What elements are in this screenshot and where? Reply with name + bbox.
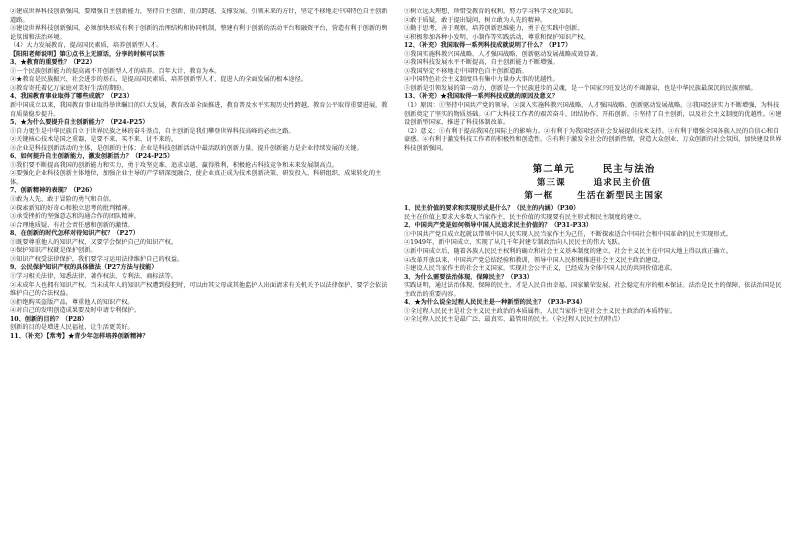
answer-text: ③拒绝购买盗版产品，尊重他人的知识产权。 — [10, 298, 134, 306]
answer-text: ②1949年，新中国成立，实现了从几千年封建专制政治向人民民主的伟大飞跃。 — [404, 239, 624, 247]
answer-text: 民主在价值上要求大多数人当家作主，民主价值的实现要有民主形式和民主制度的建立。 — [404, 213, 646, 221]
question-heading: 5、★为什么要提升自主创新能力？（P24-P25） — [10, 119, 149, 127]
section-title — [404, 190, 784, 202]
lesson-title — [404, 177, 784, 189]
question-heading: 3、★教育的重要性？（P22） — [10, 59, 96, 67]
answer-text: （4）大力发展教育，提高国民素质，培养创新型人才。 — [10, 42, 163, 50]
answer-text: ③承受挫折的坚强意志和沟通合作的团队精神。 — [10, 213, 140, 221]
question-heading: 【阳阳老师说明】第①点书上无原话，分享的时候可以答 — [10, 50, 165, 58]
question-heading: 3、为什么需要法治体现、保障民主？（P33） — [404, 273, 533, 281]
lesson-name: 追求民主价值 — [593, 178, 652, 189]
answer-text: ①敢为人先、敢于冒险的勇气和自信。 — [10, 196, 116, 204]
answer-text: ②未成年人也拥有知识产权。当未成年人的知识产权遭到侵犯时，可以由其父母或其他监护人出面请求有关机关予以法律保护，要学会依法维护自己的合法权益。 — [10, 281, 388, 298]
answer-text: ①树立远大理想，珍惜受教育的权利，努力学习科学文化知识。 — [404, 8, 578, 15]
answer-text: ③企业是科技创新活动的主体，是创新的主体；企业是科技创新活动中最活跃的创新力量。提升创新能力是企业持续发展的关键。 — [10, 144, 363, 152]
question-heading: 13、（补充）★我国取得一系列科技成就的原因及意义？ — [404, 93, 559, 101]
answer-text: ②探索新知的好奇心和独立思考的批判精神。 — [10, 204, 134, 212]
answer-text: （1）原因：①坚持中国共产党的领导。②深入实施科教兴国战略、人才强国战略、创新驱动发展战略。③我国经济实力不断增强，为科技创新奠定了坚实的物质基础。④广大科技工作者的艰苦奋斗、团结协作、开拓创新。⑤坚持了自主创新，以及社会主义制度的优越性。⑥建设创新型国家，推进了科技体制改革。 — [404, 102, 782, 127]
question-heading: 1、民主价值的要求和实现形式是什么？（民主的内涵）（P30） — [404, 205, 580, 213]
answer-text: ①我国实施科教兴国战略、人才强国战略、创新驱动发展战略成效显著。 — [404, 50, 602, 58]
answer-text: ④中国特色社会主义制度具有集中力量办大事的优越性。 — [404, 76, 559, 84]
answer-text: ①学习相关法律，知悉法律、著作权法、专利法、商标法等。 — [10, 272, 178, 280]
right-bottom-section — [404, 205, 784, 325]
answer-text: ①一个民族创新能力的提高离不开创新型人才的培养。百年大计，教育为本。 — [10, 67, 221, 75]
question-heading: 10、创新的目的？（P28） — [10, 315, 88, 323]
answer-text: 创新的目的是增进人民福祉，让生活更美好。 — [10, 324, 134, 332]
answer-text: （2）意义：①有利于提高我国在国际上的影响力。②有利于为我国经济社会发展提供技术支持。③有利于增强全国各族人民的自信心和自豪感。④有利于激发科技工作者的积极性和创造性。⑤有利于激发全社会的创新热情，营造大众创业、万众创新的社会氛围，加快建设世界科技创新强国。 — [404, 127, 782, 152]
answer-text: ③教育寄托着亿万家庭对美好生活的期盼。 — [10, 84, 128, 92]
answer-text: ④改革开放以来，中国共产党总结经验和教训，领导中国人民积极推进社会主义民主政治建设。 — [404, 256, 664, 264]
answer-text: ③新中国成立后，随着各族人民民主权利的确立和社会主义基本制度的建立，社会主义民主在中国大地上得以真正确立。 — [404, 248, 732, 256]
answer-text: ②关键核心技术是国之重器，是要不来、买不来、讨不来的。 — [10, 136, 178, 144]
question-heading: 8、在创新的时代怎样对待知识产权？（P27） — [10, 230, 139, 238]
question-heading: 9、公民保护知识产权的具体做法（P27方法与技能） — [10, 264, 158, 272]
answer-text: ①我们要不断提高我国的创新能力和实力，勇于攻坚克难、追求卓越、赢得胜利，积极抢占科技竞争和未来发展制高点。 — [10, 161, 338, 169]
answer-text: ②我国科技发展水平不断提高，自主创新能力不断增强。 — [404, 59, 559, 67]
question-heading: 2、中国共产党是如何领导中国人民追求民主价值的？（P31-P33） — [404, 222, 593, 230]
question-heading: 6、如何提升自主创新能力，激发创新活力？（P24-P25） — [10, 153, 174, 161]
answer-text: ②全过程人民民主是最广泛、最真实、最管用的民主。（全过程人民民主的特点） — [404, 316, 624, 324]
answer-text: ①自力更生是中华民族自立于世界民族之林的奋斗基点，自主创新是我们攀登世界科技高峰的必由之路。 — [10, 127, 295, 135]
question-heading: 7、创新精神的表现？（P26） — [10, 187, 96, 195]
unit-name: 民主与法治 — [602, 164, 656, 176]
answer-text: ①全过程人民民主是社会主义民主政治的本质属性，人民当家作主是社会主义民主政治的本质特征。 — [404, 307, 677, 315]
answer-text: 新中国成立以来，我国教育事业取得举世瞩目的巨大发展，教育改革全面推进，教育普及水平实现历史性跨越，教育公平取得重要进展，教育质量稳步提升。 — [10, 102, 388, 118]
answer-text: ④对自己的发明创造成果要及时申请专利保护。 — [10, 307, 140, 315]
answer-text: ②★教育是民族振兴、社会进步的基石，是提高国民素质、培养创新型人才、促进人的全面发展的根本途径。 — [10, 76, 307, 84]
question-heading: 12、（补充）我国取得一系列科技成就说明了什么？（P17） — [404, 42, 572, 50]
answer-text: ④合理地质疑、有社会责任感和创新的激情。 — [10, 221, 134, 229]
question-heading: 11、（补充）【常考】★青少年怎样培养创新精神？ — [10, 332, 149, 340]
answer-text: ②保护知识产权就是保护创新。 — [10, 247, 97, 255]
answer-text: ④积极参加各种小发明、小制作等实践活动，尊重和保护知识产权。 — [404, 33, 590, 41]
right-top-section — [404, 8, 784, 153]
answer-text: ①中国共产党自成立起就以带领中国人民实现人民当家作主为己任，不断探索适合中国社会和中国革命的民主实现形式。 — [404, 230, 732, 238]
answer-text: ③建设世界科技创新强国，必须加快形成有利于创新的治理结构和协同机制，整建有利于创新的活动平台和融资平台，营造有利于创新的舆论氛围和法治环境。 — [10, 25, 388, 41]
answer-text: 实践证明，通过法治体现、保障的民主，才是人民自由幸福、国家繁荣发展、社会稳定有序的根本保证。法治是民主的保障，依法治国是民主政治的重要内容。 — [404, 282, 782, 298]
answer-text: ①既要尊重他人的知识产权，又要学会保护自己的知识产权。 — [10, 238, 178, 246]
answer-text: ②建成世界科技创新强国，要增强自主创新能力，坚持自主创新、重点跨越、支撑发展、引领未来的方针，坚定不移地走中国特色自主创新道路。 — [10, 8, 388, 24]
answer-text: ⑤创新是引领发展的第一动力，创新是一个民族进步的灵魂，是一个国家兴旺发达的不竭源泉，也是中华民族最深沉的民族禀赋。 — [404, 84, 757, 92]
left-column — [10, 8, 390, 544]
question-heading: 4、★为什么说全过程人民民主是一种新型的民主？（P33-P34） — [404, 299, 586, 307]
answer-text: ②敢于质疑，敢于提出疑问，树立敢为人先的精神。 — [404, 16, 547, 24]
answer-text: ③勤于思考，善于观察，培养创新思维能力，勇于在实践中创新。 — [404, 25, 584, 33]
right-column — [404, 8, 784, 544]
question-heading: 4、我国教育事业取得了哪些成就？（P23） — [10, 93, 133, 101]
unit-title — [404, 163, 784, 176]
answer-text: ③我国坚定不移地走中国特色自主创新道路。 — [404, 67, 528, 75]
section-number: 第一框 — [524, 191, 554, 202]
lesson-number: 第三课 — [536, 178, 566, 189]
answer-text: ③知识产权受法律保护，我们要学习运用法律维护自己的权益。 — [10, 255, 184, 263]
section-name: 生活在新型民主国家 — [577, 191, 664, 202]
answer-text: ⑤建设人民当家作主的社会主义国家，实现社会公平正义，已经成为全体中国人民的共同价值追求。 — [404, 265, 677, 273]
unit-number: 第二单元 — [532, 164, 575, 176]
answer-text: ②要强化企业科技创新主体地位，加强企业主导的产学研深度融合，使企业真正成为技术创新决策、研发投入、科研组织、成果转化的主体。 — [10, 170, 382, 186]
